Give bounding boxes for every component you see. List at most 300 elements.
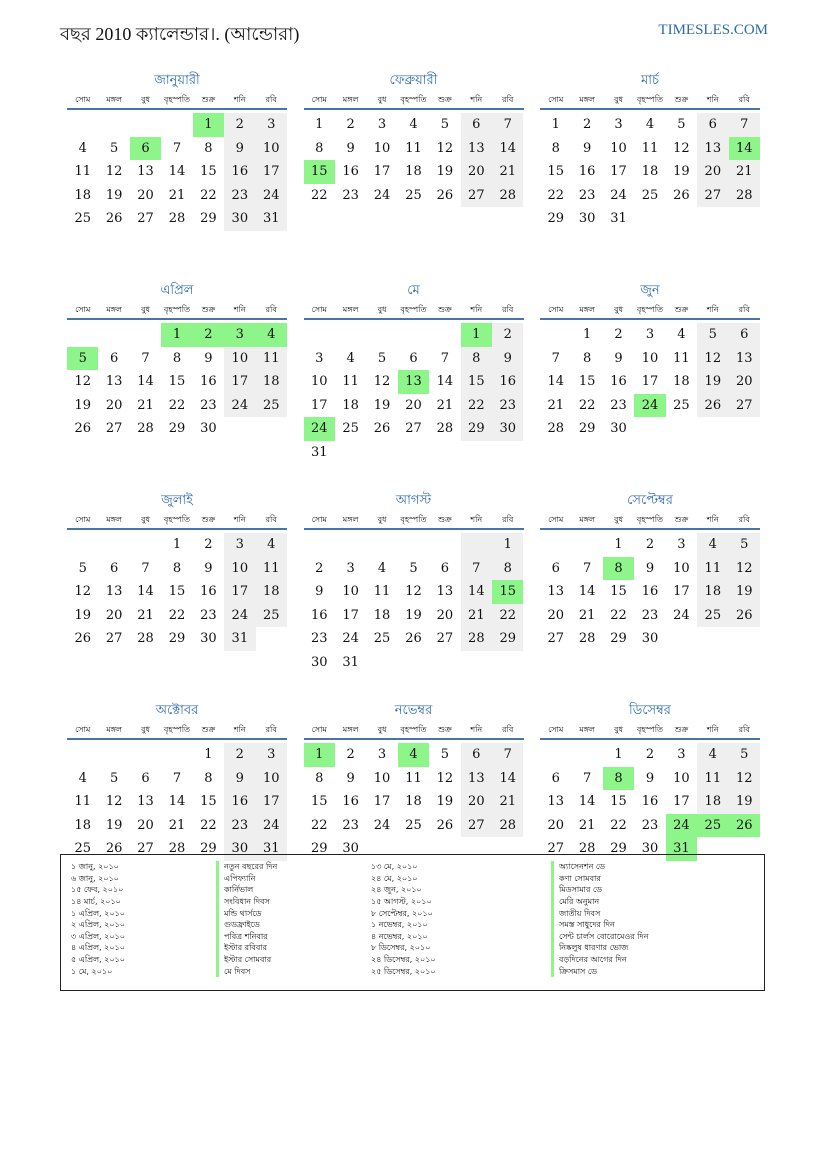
- weekday-header: [304, 724, 524, 740]
- day-cell: 15: [200, 164, 217, 179]
- month-calendar: [540, 72, 760, 270]
- day-cell: 11: [373, 584, 391, 599]
- month-name: নভেম্বর: [394, 703, 433, 718]
- day-cell: 14: [461, 580, 492, 604]
- day-cell: 3: [677, 747, 686, 762]
- weekday-label: সোম: [75, 95, 91, 104]
- month-calendar: [67, 282, 287, 480]
- day-cell: 15: [200, 794, 217, 809]
- weekday-label: সোম: [548, 305, 564, 314]
- day-cell: 24: [666, 814, 697, 838]
- day-cell: 17: [342, 607, 359, 623]
- weekday-label: মঙ্গল: [342, 725, 359, 734]
- holiday-name: ইস্টার সোমবার: [216, 954, 277, 966]
- day-cell: 20: [405, 397, 422, 413]
- weekday-label: শনি: [233, 725, 246, 734]
- day-cell: 3: [677, 537, 686, 552]
- day-cell: 19: [405, 607, 422, 623]
- day-cell: 2: [582, 117, 592, 132]
- weekday-label: রবি: [265, 95, 277, 104]
- weekday-label: বুধ: [141, 515, 151, 524]
- empty-day-cell: [67, 533, 98, 557]
- holiday-date: ৪ এপ্রিল, ২০১০: [71, 943, 125, 953]
- day-cell: 1: [614, 747, 623, 762]
- day-cell: 16: [492, 370, 523, 394]
- day-cell: 23: [310, 631, 328, 646]
- day-cell: 20: [105, 607, 123, 623]
- day-cell: 20: [461, 160, 492, 184]
- day-cell: 6: [551, 770, 560, 786]
- day-cell: 27: [461, 184, 492, 208]
- day-cell: 4: [398, 743, 429, 767]
- month-name: ডিসেম্বর: [629, 703, 671, 718]
- empty-day-cell: [398, 533, 429, 557]
- weekday-label: বৃহস্পতি: [400, 515, 427, 524]
- holiday-name: সমস্ত সাধুদের দিন: [551, 919, 649, 931]
- day-cell: 31: [224, 627, 255, 651]
- weekday-label: রবি: [265, 305, 277, 314]
- day-cell: 9: [346, 770, 355, 786]
- holiday-date: ১৫ আগস্ট, ২০১০: [371, 896, 432, 906]
- day-cell: 21: [547, 397, 564, 413]
- day-cell: 23: [641, 607, 659, 623]
- day-cell: 4: [256, 533, 287, 557]
- day-cell: 7: [582, 770, 592, 786]
- day-cell: 23: [200, 397, 217, 413]
- weekday-label: বৃহস্পতি: [163, 725, 191, 734]
- weekday-label: রবি: [265, 725, 277, 734]
- holiday-name: কণা সোমবার: [551, 873, 649, 885]
- day-cell: 30: [200, 631, 217, 646]
- day-cell: 12: [436, 140, 454, 156]
- day-cell: 5: [109, 770, 119, 786]
- weekday-label: শুক্র: [438, 515, 452, 524]
- holiday-date: ৫ এপ্রিল, ২০১০: [71, 955, 125, 965]
- weekday-label: শুক্র: [438, 305, 452, 314]
- day-cell: 29: [547, 211, 564, 226]
- weekday-label: মঙ্গল: [342, 305, 359, 314]
- day-cell: 16: [610, 374, 627, 389]
- day-cell: 22: [200, 817, 217, 833]
- day-cell: 4: [346, 350, 355, 366]
- empty-day-cell: [161, 743, 192, 767]
- day-cell: 19: [74, 607, 91, 623]
- empty-day-cell: [98, 743, 129, 767]
- day-cell: 19: [697, 370, 728, 394]
- day-cell: 31: [610, 211, 627, 226]
- weekday-label: রবি: [502, 515, 514, 524]
- day-cell: 23: [224, 184, 255, 208]
- day-cell: 3: [377, 117, 387, 132]
- day-cell: 18: [697, 580, 728, 604]
- holiday-name: এপিফ্যানি: [216, 873, 277, 885]
- day-cell: 5: [67, 347, 98, 371]
- weekday-label: বৃহস্পতি: [163, 95, 191, 104]
- day-cell: 19: [373, 397, 391, 413]
- holiday-dates-left: [71, 861, 125, 977]
- day-grid: [67, 113, 287, 231]
- day-cell: 14: [137, 374, 154, 389]
- day-cell: 16: [342, 164, 359, 179]
- month-row: [67, 72, 760, 270]
- day-cell: 14: [168, 164, 186, 179]
- day-cell: 20: [137, 817, 154, 833]
- weekday-label: মঙ্গল: [342, 515, 359, 524]
- day-cell: 6: [109, 350, 119, 366]
- day-cell: 15: [168, 584, 186, 599]
- weekday-header: [540, 94, 760, 110]
- day-cell: 7: [582, 560, 592, 576]
- day-cell: 7: [141, 350, 150, 366]
- month-name: এপ্রিল: [160, 283, 194, 298]
- day-grid: [304, 113, 524, 207]
- day-cell: 3: [224, 323, 255, 347]
- holiday-date: ৪ নভেম্বর, ২০১০: [371, 931, 428, 941]
- day-cell: 1: [193, 113, 224, 137]
- day-cell: 9: [582, 140, 592, 156]
- day-cell: 20: [105, 397, 123, 413]
- day-cell: 9: [645, 560, 655, 576]
- day-cell: 11: [641, 140, 659, 156]
- day-grid: [540, 533, 760, 651]
- day-cell: 8: [603, 557, 634, 581]
- holiday-date: ৩ এপ্রিল, ২০১০: [71, 931, 125, 941]
- day-cell: 28: [492, 814, 523, 838]
- day-cell: 6: [551, 560, 560, 576]
- day-cell: 16: [342, 794, 359, 809]
- holiday-name: মন্ডি থার্সডে: [216, 908, 277, 920]
- weekday-label: বুধ: [377, 515, 387, 524]
- day-cell: 27: [729, 394, 760, 418]
- day-cell: 11: [256, 347, 287, 371]
- holiday-name: পবিত্র শনিবার: [216, 931, 277, 943]
- weekday-label: শনি: [233, 95, 246, 104]
- weekday-label: শুক্র: [438, 725, 452, 734]
- day-cell: 22: [610, 817, 627, 833]
- day-cell: 8: [315, 140, 324, 156]
- weekday-label: শনি: [233, 515, 246, 524]
- day-cell: 28: [578, 841, 596, 856]
- empty-day-cell: [98, 533, 129, 557]
- empty-day-cell: [304, 323, 335, 347]
- holiday-date: ১ মে, ২০১০: [71, 966, 113, 976]
- holiday-list: [60, 854, 765, 991]
- day-cell: 18: [405, 164, 422, 179]
- month-calendar: [540, 282, 760, 480]
- holiday-date: ৮ ডিসেম্বর, ২০১০: [371, 943, 431, 953]
- day-grid: [304, 323, 524, 464]
- day-cell: 22: [492, 604, 523, 628]
- day-cell: 19: [74, 397, 91, 413]
- day-cell: 24: [342, 631, 359, 646]
- day-cell: 17: [373, 794, 391, 809]
- weekday-label: শনি: [470, 305, 483, 314]
- day-cell: 10: [342, 584, 359, 599]
- day-cell: 26: [729, 604, 760, 628]
- day-cell: 12: [729, 767, 760, 791]
- day-cell: 27: [436, 631, 454, 646]
- day-cell: 18: [74, 817, 91, 833]
- weekday-label: সোম: [311, 305, 327, 314]
- day-cell: 20: [547, 607, 564, 623]
- weekday-label: রবি: [738, 95, 750, 104]
- day-cell: 13: [105, 374, 123, 389]
- day-cell: 27: [137, 211, 154, 226]
- month-calendar: [67, 72, 287, 270]
- day-cell: 15: [168, 374, 186, 389]
- day-cell: 2: [224, 743, 255, 767]
- holiday-date: ২৪ ডিসেম্বর, ২০১০: [371, 955, 436, 965]
- day-cell: 1: [172, 537, 182, 552]
- day-cell: 20: [461, 790, 492, 814]
- weekday-label: শুক্র: [674, 515, 689, 524]
- day-cell: 17: [224, 580, 255, 604]
- weekday-label: রবি: [502, 305, 514, 314]
- empty-day-cell: [304, 533, 335, 557]
- day-cell: 9: [204, 350, 213, 366]
- weekday-label: মঙ্গল: [579, 95, 595, 104]
- day-cell: 23: [342, 187, 359, 203]
- weekday-label: সোম: [548, 515, 564, 524]
- day-cell: 23: [578, 187, 596, 203]
- weekday-label: মঙ্গল: [342, 95, 359, 104]
- holiday-date: ১ এপ্রিল, ২০১০: [71, 908, 125, 918]
- day-cell: 12: [697, 347, 728, 371]
- day-cell: 30: [641, 841, 659, 856]
- day-cell: 2: [193, 323, 224, 347]
- day-cell: 29: [168, 421, 186, 436]
- holiday-date: ১৪ মার্চ, ২০১০: [71, 896, 121, 906]
- weekday-label: মঙ্গল: [579, 305, 595, 314]
- day-cell: 23: [641, 817, 659, 833]
- day-cell: 1: [304, 743, 335, 767]
- empty-day-cell: [98, 113, 129, 137]
- page-title: বছর 2010 ক্যালেন্ডার।. (আন্ডোরা): [60, 24, 300, 44]
- day-cell: 20: [729, 370, 760, 394]
- day-cell: 31: [256, 207, 287, 231]
- day-cell: 28: [436, 421, 454, 436]
- day-cell: 5: [377, 350, 387, 366]
- weekday-label: বুধ: [377, 305, 387, 314]
- day-cell: 5: [409, 560, 418, 576]
- day-cell: 13: [461, 767, 492, 791]
- day-cell: 13: [547, 794, 564, 809]
- day-cell: 26: [436, 817, 454, 833]
- weekday-header: [304, 514, 524, 530]
- day-cell: 7: [551, 350, 560, 366]
- day-cell: 22: [610, 607, 627, 623]
- month-name: জুন: [640, 283, 660, 298]
- day-cell: 22: [461, 394, 492, 418]
- day-cell: 4: [78, 140, 87, 156]
- holiday-date: ২৫ ডিসেম্বর, ২০১০: [371, 966, 436, 976]
- day-cell: 6: [440, 560, 450, 576]
- day-cell: 22: [168, 397, 186, 413]
- day-cell: 28: [729, 184, 760, 208]
- day-cell: 1: [204, 747, 213, 762]
- day-cell: 25: [74, 841, 91, 856]
- day-cell: 4: [377, 560, 387, 576]
- day-cell: 3: [315, 350, 324, 366]
- day-cell: 13: [105, 584, 123, 599]
- day-cell: 17: [373, 164, 391, 179]
- day-cell: 10: [310, 374, 328, 389]
- day-cell: 16: [200, 584, 217, 599]
- day-cell: 30: [641, 631, 659, 646]
- day-cell: 10: [224, 557, 255, 581]
- day-cell: 30: [200, 421, 217, 436]
- day-grid: [540, 113, 760, 231]
- month-name: সেপ্টেম্বর: [627, 493, 673, 508]
- weekday-header: [540, 724, 760, 740]
- weekday-label: বৃহস্পতি: [400, 95, 427, 104]
- day-cell: 20: [137, 187, 154, 203]
- day-cell: 13: [137, 794, 154, 809]
- month-calendar: [67, 492, 287, 690]
- day-cell: 15: [304, 160, 335, 184]
- day-cell: 19: [729, 790, 760, 814]
- day-cell: 14: [137, 584, 154, 599]
- day-cell: 3: [377, 747, 387, 762]
- day-cell: 29: [200, 211, 217, 226]
- day-cell: 22: [547, 187, 564, 203]
- day-cell: 10: [610, 140, 627, 156]
- empty-day-cell: [130, 113, 161, 137]
- day-cell: 5: [109, 140, 119, 156]
- day-cell: 4: [697, 533, 728, 557]
- day-cell: 20: [547, 817, 564, 833]
- holiday-date: ২ এপ্রিল, ২০১০: [71, 920, 125, 930]
- day-cell: 27: [547, 631, 564, 646]
- weekday-label: মঙ্গল: [106, 95, 122, 104]
- day-cell: 9: [315, 584, 324, 599]
- day-cell: 18: [256, 370, 287, 394]
- weekday-label: সোম: [311, 95, 327, 104]
- day-cell: 2: [346, 747, 355, 762]
- day-cell: 17: [673, 584, 690, 599]
- day-cell: 9: [224, 767, 255, 791]
- weekday-label: বুধ: [377, 95, 387, 104]
- day-cell: 24: [304, 417, 335, 441]
- day-cell: 27: [137, 841, 154, 856]
- empty-day-cell: [98, 323, 129, 347]
- day-cell: 29: [461, 417, 492, 441]
- day-cell: 25: [74, 211, 91, 226]
- day-cell: 30: [610, 421, 627, 436]
- empty-day-cell: [161, 113, 192, 137]
- month-name: আগস্ট: [395, 493, 432, 508]
- day-cell: 28: [461, 627, 492, 651]
- day-grid: [67, 743, 287, 861]
- day-cell: 11: [74, 794, 91, 809]
- day-cell: 31: [310, 444, 328, 460]
- day-cell: 24: [256, 814, 287, 838]
- day-cell: 24: [634, 394, 665, 418]
- day-cell: 24: [256, 184, 287, 208]
- day-cell: 25: [405, 187, 422, 203]
- day-cell: 14: [578, 794, 596, 809]
- weekday-header: [67, 724, 287, 740]
- day-cell: 16: [200, 374, 217, 389]
- day-cell: 12: [405, 584, 422, 599]
- day-cell: 6: [461, 113, 492, 137]
- day-cell: 6: [109, 560, 119, 576]
- empty-day-cell: [571, 743, 602, 767]
- day-cell: 7: [172, 770, 182, 786]
- day-cell: 18: [641, 164, 659, 179]
- month-row: [67, 282, 760, 480]
- empty-day-cell: [130, 743, 161, 767]
- day-cell: 23: [200, 607, 217, 623]
- day-cell: 21: [729, 160, 760, 184]
- day-cell: 29: [200, 841, 217, 856]
- day-cell: 18: [697, 790, 728, 814]
- day-cell: 8: [172, 560, 182, 576]
- empty-day-cell: [461, 533, 492, 557]
- weekday-label: শুক্র: [674, 305, 689, 314]
- holiday-names-left: [216, 861, 277, 977]
- day-cell: 27: [105, 631, 123, 646]
- weekday-label: শুক্র: [201, 305, 216, 314]
- day-cell: 10: [673, 770, 690, 786]
- day-cell: 14: [436, 374, 454, 389]
- day-cell: 18: [342, 397, 359, 413]
- month-calendar: [304, 72, 524, 270]
- day-cell: 1: [614, 537, 623, 552]
- day-cell: 15: [610, 584, 627, 599]
- day-cell: 26: [74, 421, 91, 436]
- weekday-label: বৃহস্পতি: [636, 725, 664, 734]
- weekday-header: [67, 514, 287, 530]
- day-cell: 8: [461, 347, 492, 371]
- weekday-header: [304, 304, 524, 320]
- day-cell: 7: [172, 140, 182, 156]
- day-cell: 21: [492, 160, 523, 184]
- day-cell: 21: [578, 607, 596, 623]
- day-cell: 22: [310, 817, 328, 833]
- day-cell: 12: [673, 140, 690, 156]
- weekday-label: রবি: [738, 515, 750, 524]
- month-name: জানুয়ারী: [154, 73, 200, 88]
- day-cell: 2: [346, 117, 355, 132]
- site-link[interactable]: TIMESLES.COM: [658, 22, 768, 38]
- day-cell: 11: [697, 767, 728, 791]
- weekday-label: বৃহস্পতি: [636, 305, 664, 314]
- day-cell: 5: [677, 117, 686, 132]
- weekday-label: শনি: [470, 725, 483, 734]
- day-cell: 8: [492, 557, 523, 581]
- holiday-dates-right: [371, 861, 436, 977]
- day-cell: 5: [440, 747, 450, 762]
- day-cell: 6: [729, 323, 760, 347]
- weekday-label: বুধ: [141, 95, 151, 104]
- weekday-label: বৃহস্পতি: [400, 305, 427, 314]
- day-cell: 8: [315, 770, 324, 786]
- weekday-label: শুক্র: [201, 725, 216, 734]
- day-cell: 29: [492, 627, 523, 651]
- month-name: ফেব্রুয়ারী: [389, 73, 438, 88]
- day-cell: 24: [373, 817, 391, 833]
- day-cell: 2: [614, 327, 623, 342]
- day-cell: 9: [346, 140, 355, 156]
- day-cell: 12: [74, 584, 91, 599]
- day-cell: 21: [461, 604, 492, 628]
- holiday-name: নতুন বছরের দিন: [216, 861, 277, 873]
- holiday-name: সংবিধান দিবস: [216, 896, 277, 908]
- weekday-label: বুধ: [141, 305, 151, 314]
- day-cell: 11: [697, 557, 728, 581]
- day-cell: 19: [673, 164, 690, 179]
